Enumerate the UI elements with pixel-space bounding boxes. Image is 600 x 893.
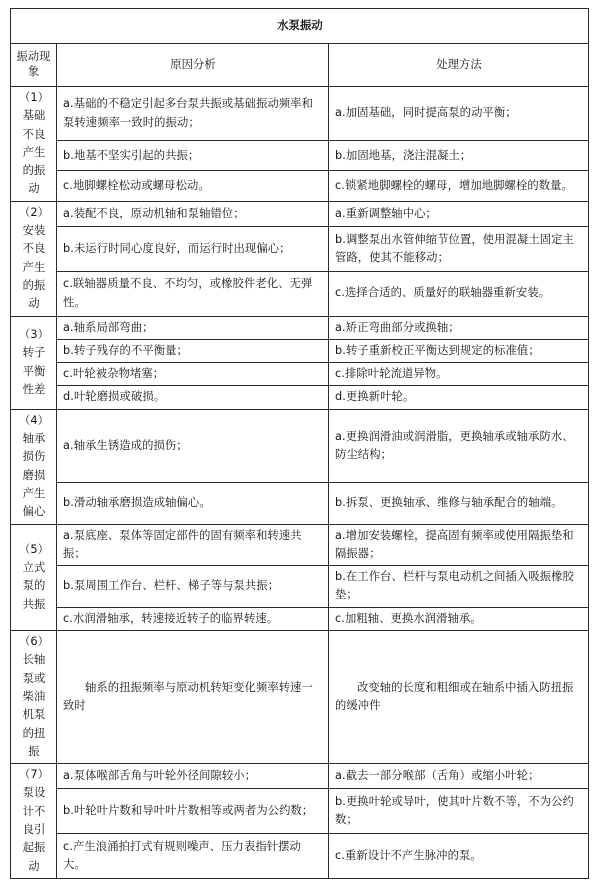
pump-vibration-table: [10, 8, 589, 879]
treatment-cell: c.锁紧地脚螺栓的螺母，增加地脚螺栓的数量。: [329, 171, 589, 201]
treatment-cell: c.排除叶轮流道异物。: [329, 363, 589, 386]
cause-cell: c.叶轮被杂物堵塞；: [57, 363, 329, 386]
header-row: [11, 44, 589, 87]
table-row: [11, 524, 589, 566]
header-treatment: 处理方法: [329, 44, 589, 87]
table-row: [11, 834, 589, 879]
cause-cell: b.泵周围工作台、栏杆、梯子等与泵共振；: [57, 566, 329, 608]
treatment-cell: b.更换叶轮或导叶，使其叶片数不等，不为公约数；: [329, 789, 589, 834]
cause-cell: c.地脚螺栓松动或螺母松动。: [57, 171, 329, 201]
cause-cell: c.水润滑轴承，转速接近转子的临界转速。: [57, 607, 329, 630]
phenomenon-cell-5: （5）立式泵的共振: [11, 524, 57, 630]
table-row: [11, 226, 589, 271]
treatment-cell: c.加粗轴、更换水润滑轴承。: [329, 607, 589, 630]
table-row: [11, 363, 589, 386]
treatment-cell: 改变轴的长度和粗细或在轴系中插入防扭振的缓冲件: [329, 631, 589, 764]
table-row: [11, 607, 589, 630]
cause-cell: b.未运行时同心度良好，而运行时出现偏心；: [57, 226, 329, 271]
phenomenon-cell-1: （1）基础不良产生的振动: [11, 87, 57, 202]
phenomenon-cell-2: （2）安装不良产生的振动: [11, 201, 57, 316]
document-title: 水泵振动: [11, 9, 589, 44]
cause-cell: b.滑动轴承磨损造成轴偏心。: [57, 483, 329, 524]
treatment-cell: d.更换新叶轮。: [329, 386, 589, 409]
table-row: [11, 271, 589, 316]
cause-cell: b.地基不坚实引起的共振；: [57, 141, 329, 171]
header-cause: 原因分析: [57, 44, 329, 87]
table-row: [11, 386, 589, 409]
cause-cell: c.产生浪涌拍打式有规则噪声、压力表指针摆动大。: [57, 834, 329, 879]
table-row: [11, 201, 589, 226]
table-row: [11, 789, 589, 834]
treatment-cell: b.在工作台、栏杆与泵电动机之间插入吸振橡胶垫；: [329, 566, 589, 608]
cause-cell: a.基础的不稳定引起多台泵共振或基础振动频率和泵转速频率一致时的振动；: [57, 87, 329, 141]
treatment-cell: a.矫正弯曲部分或换轴；: [329, 316, 589, 339]
treatment-cell: c.选择合适的、质量好的联轴器重新安装。: [329, 271, 589, 316]
treatment-cell: a.截去一部分喉部（舌角）或缩小叶轮；: [329, 764, 589, 789]
treatment-cell: b.转子重新校正平衡达到规定的标准值；: [329, 339, 589, 362]
treatment-cell: a.重新调整轴中心；: [329, 201, 589, 226]
treatment-cell: a.增加安装螺栓，提高固有频率或使用隔振垫和隔振器；: [329, 524, 589, 566]
cause-cell: c.联轴器质量不良、不均匀，或橡胶件老化、无弹性。: [57, 271, 329, 316]
cause-cell: 轴系的扭振频率与原动机转矩变化频率转速一致时: [57, 631, 329, 764]
treatment-cell: c.重新设计不产生脉冲的泵。: [329, 834, 589, 879]
phenomenon-cell-7: （7）泵设计不良引起振动: [11, 764, 57, 879]
cause-cell: b.转子残存的不平衡量；: [57, 339, 329, 362]
table-row: [11, 141, 589, 171]
cause-cell: a.泵体喉部舌角与叶轮外径间隙较小；: [57, 764, 329, 789]
treatment-cell: a.更换润滑油或润滑脂，更换轴承或轴承防水、防尘结构；: [329, 409, 589, 483]
title-row: [11, 9, 589, 44]
cause-cell: a.轴系局部弯曲；: [57, 316, 329, 339]
table-row: [11, 483, 589, 524]
table-row: [11, 171, 589, 201]
header-phenomenon: 振动现象: [11, 44, 57, 87]
table-row: [11, 339, 589, 362]
treatment-cell: b.拆泵、更换轴承、维修与轴承配合的轴端。: [329, 483, 589, 524]
phenomenon-cell-3: （3）转子平衡性差: [11, 316, 57, 409]
table-body: [11, 9, 589, 879]
cause-cell: d.叶轮磨损或破损。: [57, 386, 329, 409]
table-row: [11, 316, 589, 339]
treatment-cell: a.加固基础，同时提高泵的动平衡；: [329, 87, 589, 141]
cause-cell: b.叶轮叶片数和导叶叶片数相等或两者为公约数；: [57, 789, 329, 834]
table-row: [11, 566, 589, 608]
treatment-cell: b.加固地基，浇注混凝土；: [329, 141, 589, 171]
cause-cell: a.轴承生锈造成的损伤；: [57, 409, 329, 483]
table-row: [11, 631, 589, 764]
phenomenon-cell-4: （4）轴承损伤磨损产生偏心: [11, 409, 57, 524]
phenomenon-cell-6: （6）长轴泵或柴油机泵的扭振: [11, 631, 57, 764]
treatment-cell: b.调整泵出水管伸缩节位置，使用混凝土固定主管路，使其不能移动；: [329, 226, 589, 271]
cause-cell: a.装配不良，原动机轴和泵轴错位；: [57, 201, 329, 226]
table-row: [11, 764, 589, 789]
table-row: [11, 409, 589, 483]
cause-cell: a.泵底座、泵体等固定部件的固有频率和转速共振；: [57, 524, 329, 566]
table-row: [11, 87, 589, 141]
